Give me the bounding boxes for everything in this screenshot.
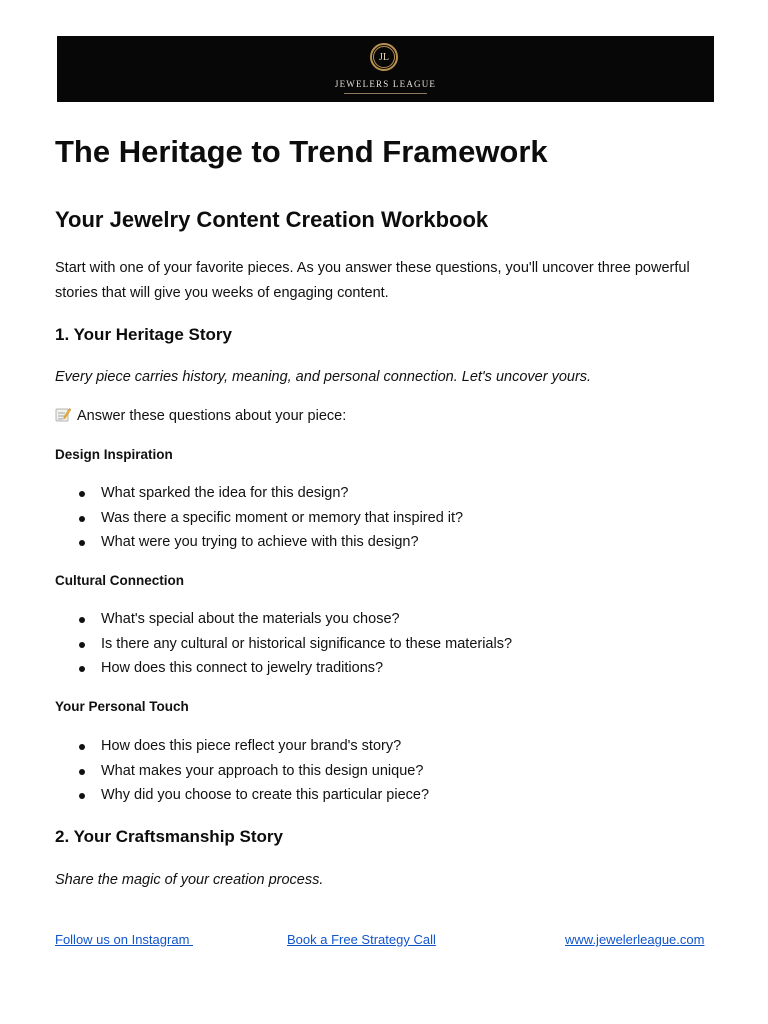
group-heading-design-inspiration: Design Inspiration xyxy=(55,447,173,462)
list-item: Is there any cultural or historical significance to these materials? xyxy=(55,632,512,657)
page-title: The Heritage to Trend Framework xyxy=(55,134,548,169)
cultural-connection-list xyxy=(55,607,512,681)
intro-paragraph: Start with one of your favorite pieces. As you answer these questions, you'll uncover three powerful stories that will give you weeks of engaging content. xyxy=(55,260,690,301)
strategy-call-link[interactable]: Book a Free Strategy Call xyxy=(287,932,436,947)
list-item: Was there a specific moment or memory that inspired it? xyxy=(55,506,463,531)
bullet-icon xyxy=(79,769,85,775)
group-heading-cultural-connection: Cultural Connection xyxy=(55,573,184,588)
section-2-heading: 2. Your Craftsmanship Story xyxy=(55,827,283,846)
personal-touch-list xyxy=(55,734,429,808)
list-item: How does this piece reflect your brand's story? xyxy=(55,734,429,759)
header-banner xyxy=(57,36,714,102)
bullet-icon xyxy=(79,540,85,546)
list-item: Why did you choose to create this particular piece? xyxy=(55,783,429,808)
bullet-icon xyxy=(79,666,85,672)
bullet-icon xyxy=(79,744,85,750)
brand-logo-emblem xyxy=(370,43,398,71)
bullet-icon xyxy=(79,491,85,497)
instagram-link[interactable]: Follow us on Instagram xyxy=(55,932,194,947)
brand-monogram: JL xyxy=(373,46,395,68)
section-1-tagline: Every piece carries history, meaning, and personal connection. Let's uncover yours. xyxy=(55,369,592,385)
bullet-icon xyxy=(79,617,85,623)
design-inspiration-list xyxy=(55,481,463,555)
bullet-icon xyxy=(79,642,85,648)
memo-icon xyxy=(55,407,71,422)
section-2-tagline: Share the magic of your creation process. xyxy=(55,872,324,888)
section-1-prompt-text: Answer these questions about your piece: xyxy=(77,408,347,424)
page-subtitle: Your Jewelry Content Creation Workbook xyxy=(55,207,489,232)
bullet-icon xyxy=(79,793,85,799)
list-item: What sparked the idea for this design? xyxy=(55,481,463,506)
list-item: What's special about the materials you chose? xyxy=(55,607,512,632)
list-item: How does this connect to jewelry traditions? xyxy=(55,656,512,681)
bullet-icon xyxy=(79,516,85,522)
section-1-prompt xyxy=(55,405,346,427)
section-1-heading: 1. Your Heritage Story xyxy=(55,325,232,344)
list-item: What were you trying to achieve with this design? xyxy=(55,530,463,555)
list-item: What makes your approach to this design unique? xyxy=(55,759,429,784)
brand-name: JEWELERS LEAGUE xyxy=(334,79,437,89)
brand-underline xyxy=(344,93,427,94)
group-heading-personal-touch: Your Personal Touch xyxy=(55,699,189,714)
website-link[interactable]: www.jewelerleague.com xyxy=(565,932,705,947)
